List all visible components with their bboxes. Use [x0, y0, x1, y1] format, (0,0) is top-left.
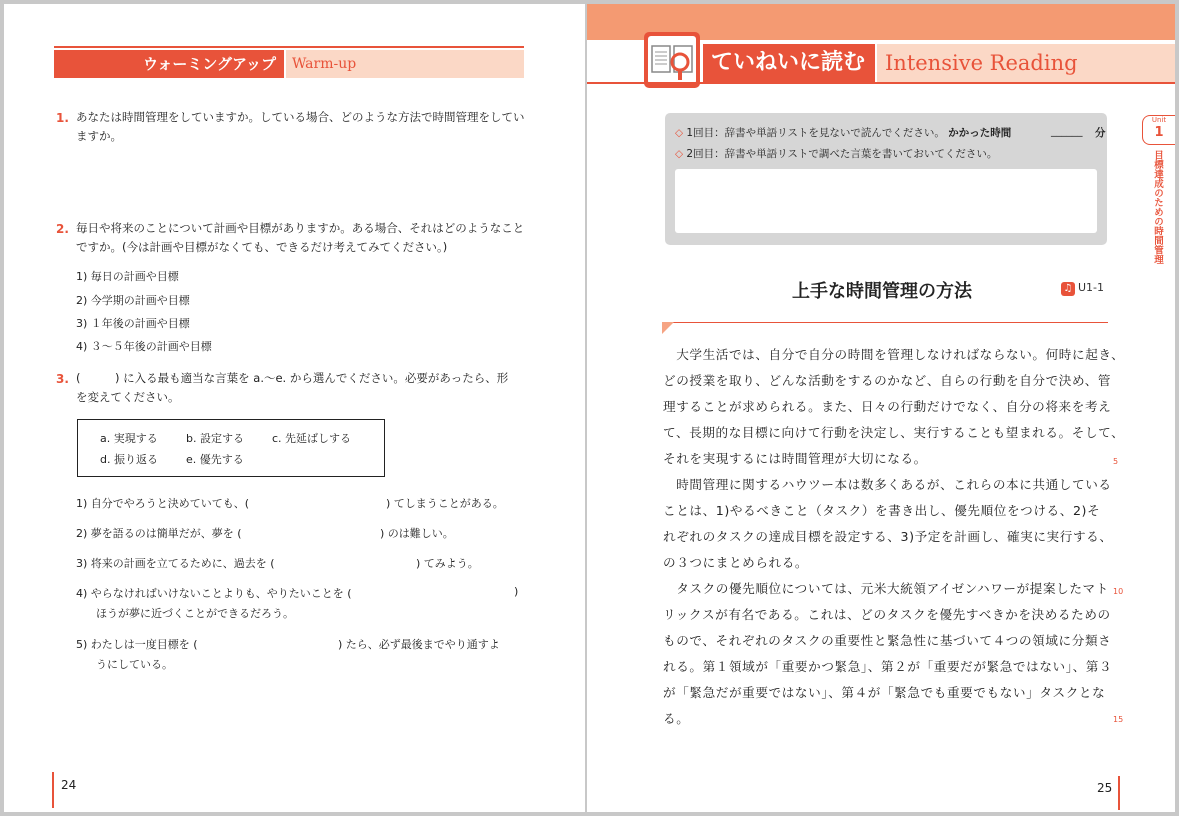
instruction-text: 2回目：辞書や単語リストで調べた言葉を書いておいてください。	[686, 148, 998, 160]
question-text	[76, 108, 526, 146]
fill-item-cont: うにしている。	[96, 658, 173, 671]
page-margin-mark	[52, 772, 54, 808]
page-number: 24	[61, 778, 77, 792]
question-number: 1.	[56, 111, 69, 125]
warmup-title-ja: ウォーミングアップ	[54, 50, 284, 78]
warmup-title-en: Warm-up	[286, 50, 524, 78]
fill-item-cont: ほうが夢に近づくことができるだろう。	[96, 607, 294, 620]
diamond-icon: ◇	[675, 127, 684, 139]
unit-number: 1	[1154, 125, 1164, 140]
choice: a. 実現する	[100, 432, 158, 445]
choice: b. 設定する	[186, 432, 244, 445]
question-text	[76, 219, 526, 257]
question-line: 毎日や将来のことについて計画や目標がありますか。ある場合、それはどのようなこと	[76, 221, 525, 235]
choices-box	[77, 419, 385, 477]
question-line: あなたは時間管理をしていますか。している場合、どのような方法で時間管理をしてい	[76, 110, 525, 124]
body-line: 時間管理に関するハウツー本は数多くあるが、これらの本に共通している	[663, 477, 1112, 492]
question-line: を変えてください。	[76, 390, 180, 404]
body-line: どの授業を取り、どんな活動をするのかなど、自らの行動を自分で決め、管	[663, 373, 1112, 388]
unit-label: Unit	[1151, 116, 1167, 124]
fill-item-end: ) てしまうことがある。	[386, 497, 504, 510]
body-line: れる。第１領域が「重要かつ緊急」、第２が「重要だが緊急ではない」、第３	[663, 659, 1113, 674]
corner-triangle	[662, 322, 674, 334]
instruction-text: 1回目：辞書や単語リストを見ないで読んでください。	[686, 127, 945, 139]
header-rule	[587, 82, 1175, 84]
page-number: 25	[1097, 781, 1113, 795]
list-item: 1) 毎日の計画や目標	[76, 270, 179, 283]
question-line: ( ) に入る最も適当な言葉を a.～e. から選んでください。必要があったら、形	[76, 371, 509, 385]
instruction-1	[675, 125, 1011, 140]
choice: d. 振り返る	[100, 453, 158, 466]
reading-title: 上手な時間管理の方法	[792, 281, 972, 302]
fill-item-end: ) のは難しい。	[380, 527, 454, 540]
fill-item-start: 2) 夢を語るのは簡単だが、夢を (	[76, 527, 242, 540]
reading-title-ja: ていねいに読む	[703, 44, 875, 82]
choice: e. 優先する	[186, 453, 244, 466]
body-line: リックスが有名である。これは、どのタスクを優先すべきかを決めるための	[663, 607, 1111, 622]
right-page	[587, 4, 1175, 812]
fill-item-start: 4) やらなければいけないことよりも、やりたいことを (	[76, 587, 352, 600]
minutes-unit: 分	[1095, 127, 1106, 139]
fill-item	[76, 525, 242, 541]
reading-title-en: Intensive Reading	[877, 44, 1175, 82]
question-text	[76, 369, 526, 407]
question-number: 2.	[56, 222, 69, 236]
side-chapter-title: 目標達成のための時間管理	[1152, 150, 1163, 264]
fill-item	[76, 555, 275, 571]
list-item: 3) １年後の計画や目標	[76, 317, 190, 330]
header-rule	[54, 46, 524, 48]
question-number: 3.	[56, 372, 69, 386]
body-line: もので、それぞれのタスクの重要性と緊急性に基づいて４つの領域に分類さ	[663, 633, 1112, 648]
reading-book-icon	[644, 32, 700, 88]
body-line: の３つにまとめられる。	[663, 555, 809, 570]
choice: c. 先延ばしする	[272, 432, 352, 445]
title-rule	[662, 322, 1108, 323]
warmup-header	[54, 50, 524, 78]
question-line: ですか。(今は計画や目標がなくても、できるだけ考えてみてください。)	[76, 240, 448, 254]
fill-item-end: ) たら、必ず最後までやり通すよ	[338, 638, 500, 651]
fill-item-start: 5) わたしは一度目標を (	[76, 638, 198, 651]
body-line: て、長期的な目標に向けて行動を決定し、実行することも望まれる。そして、	[663, 425, 1125, 440]
line-number: 5	[1113, 457, 1119, 466]
body-line: る。	[663, 711, 690, 726]
fill-item-start: 1) 自分でやろうと決めていても、(	[76, 497, 250, 510]
body-line: ことは、1)やるべきこと（タスク）を書き出し、優先順位をつける、2)そ	[663, 503, 1101, 518]
fill-item-start: 3) 将来の計画を立てるために、過去を (	[76, 557, 275, 570]
audio-label: U1-1	[1078, 281, 1105, 294]
instruction-2	[675, 146, 997, 161]
time-label: かかった時間	[948, 127, 1012, 139]
diamond-icon: ◇	[675, 148, 684, 160]
time-blank: ______	[1051, 125, 1083, 137]
body-line: 理することが求められる。また、日々の行動だけでなく、自分の将来を考え	[663, 399, 1112, 414]
line-number: 10	[1113, 587, 1124, 596]
body-line: それを実現するには時間管理が大切になる。	[663, 451, 927, 466]
fill-item-end: )	[514, 585, 519, 598]
body-line: タスクの優先順位については、元米大統領アイゼンハワーが提案したマト	[663, 581, 1109, 596]
question-line: ますか。	[76, 129, 122, 143]
body-line: が「緊急だが重要ではない」、第４が「緊急でも重要でもない」タスクとな	[663, 685, 1106, 700]
notes-field[interactable]	[675, 169, 1097, 233]
audio-track[interactable]	[1061, 281, 1104, 296]
unit-tab[interactable]	[1142, 115, 1175, 145]
body-line: れぞれのタスクの達成目標を設定する、3)予定を計画し、確実に実行する、	[663, 529, 1113, 544]
left-page	[4, 4, 585, 812]
fill-item	[76, 585, 352, 601]
headphones-icon: ♫	[1061, 282, 1075, 296]
fill-item	[76, 636, 198, 652]
list-item: 2) 今学期の計画や目標	[76, 294, 190, 307]
line-number: 15	[1113, 715, 1124, 724]
fill-item	[76, 495, 249, 511]
body-line: 大学生活では、自分で自分の時間を管理しなければならない。何時に起き、	[663, 347, 1125, 362]
list-item: 4) ３～５年後の計画や目標	[76, 340, 212, 353]
fill-item-end: ) てみよう。	[416, 557, 479, 570]
page-margin-mark	[1118, 776, 1120, 810]
